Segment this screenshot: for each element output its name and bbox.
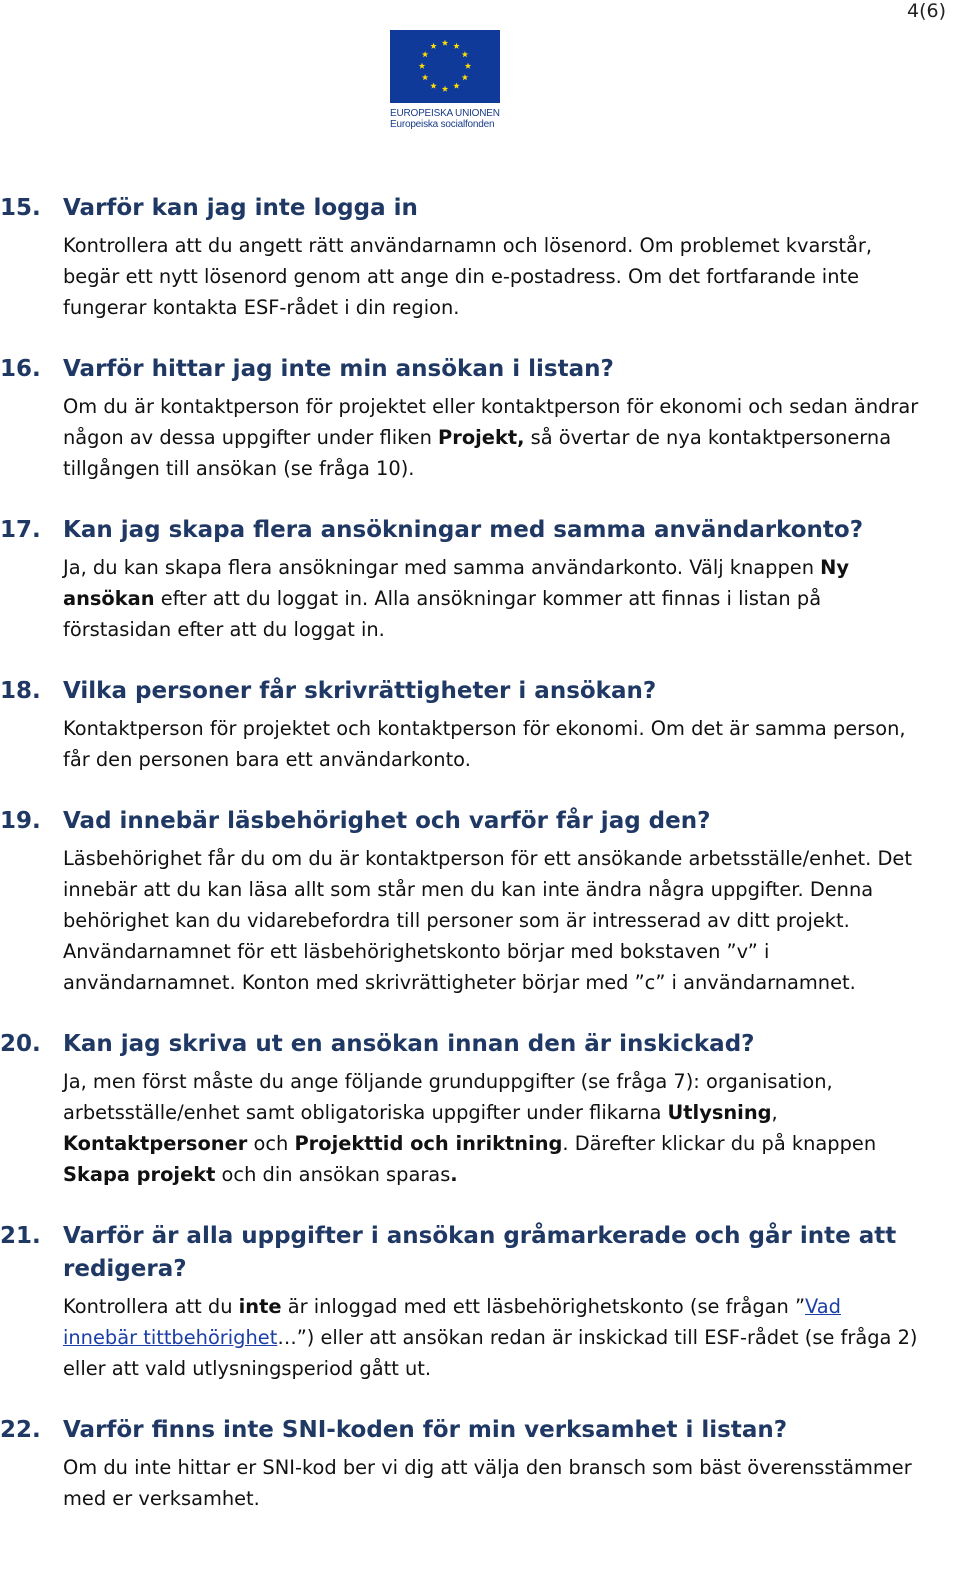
emphasis-text: Kontaktpersoner (63, 1132, 248, 1155)
answer-segment: …”) eller att ansökan redan är inskickad till ESF-rådet (se fråga 2) eller att vald utlysningsperiod gått ut. (63, 1326, 918, 1380)
question-title: Vad innebär läsbehörighet och varför får jag den? (63, 808, 711, 834)
answer-text (63, 1452, 920, 1514)
question-title: Kan jag skapa flera ansökningar med samma användarkonto? (63, 517, 864, 543)
question-number: 16. (0, 356, 41, 382)
faq-question (0, 1028, 920, 1190)
question-title: Varför är alla uppgifter i ansökan gråmarkerade och går inte att redigera? (63, 1223, 897, 1282)
answer-text (63, 1291, 920, 1384)
faq-question (0, 192, 920, 323)
question-number: 18. (0, 678, 41, 704)
question-heading (0, 805, 920, 838)
faq-question (0, 353, 920, 484)
answer-segment: , (771, 1101, 778, 1124)
question-heading (0, 1220, 920, 1286)
question-heading (0, 1414, 920, 1447)
logo-text-fund: Europeiska socialfonden (390, 119, 495, 130)
faq-question (0, 514, 920, 645)
emphasis-text: Skapa projekt (63, 1163, 216, 1186)
answer-segment: Kontrollera att du angett rätt användarnamn och lösenord. Om problemet kvarstår, begär ett nytt lösenord genom att ange din e-postadress. Om det fortfarande inte fungerar kontakta ESF-rådet i din region. (63, 234, 873, 319)
faq-question (0, 1414, 920, 1514)
answer-segment: efter att du loggat in. Alla ansökningar kommer att finnas i listan på förstasidan efter att du loggat in. (63, 587, 822, 641)
logo-text-union: EUROPEISKA UNIONEN (390, 108, 500, 119)
answer-text (63, 1066, 920, 1190)
question-number: 15. (0, 195, 41, 221)
emphasis-text: Projekttid och inriktning (294, 1132, 563, 1155)
question-heading (0, 675, 920, 708)
answer-segment: så övertar de nya kontaktpersonerna tillgången till ansökan (se fråga 10). (63, 426, 892, 480)
faq-question (0, 805, 920, 998)
page-number: 4(6) (906, 0, 946, 22)
answer-segment: Kontaktperson för projektet och kontaktperson för ekonomi. Om det är samma person, får den personen bara ett användarkonto. (63, 717, 906, 771)
question-number: 22. (0, 1417, 41, 1443)
answer-segment: och (247, 1132, 295, 1155)
faq-question (0, 1220, 920, 1384)
answer-segment: Ja, men först måste du ange följande grunduppgifter (se fråga 7): organisation, arbetsställe/enhet samt obligatoriska uppgifter under flikarna (63, 1070, 833, 1124)
answer-text (63, 843, 920, 998)
faq-question (0, 675, 920, 775)
answer-text (63, 713, 920, 775)
question-title: Kan jag skriva ut en ansökan innan den är inskickad? (63, 1031, 755, 1057)
question-number: 17. (0, 517, 41, 543)
emphasis-text: Ny ansökan (63, 556, 850, 610)
question-title: Varför hittar jag inte min ansökan i listan? (63, 356, 614, 382)
question-number: 20. (0, 1031, 41, 1057)
question-heading (0, 353, 920, 386)
question-heading (0, 192, 920, 225)
eu-flag-icon (390, 30, 500, 103)
answer-segment: och din ansökan sparas (215, 1163, 451, 1186)
answer-segment: Ja, du kan skapa flera ansökningar med samma användarkonto. Välj knappen (63, 556, 821, 579)
emphasis-text: Projekt, (438, 426, 525, 449)
emphasis-text: Utlysning (667, 1101, 772, 1124)
question-number: 21. (0, 1223, 41, 1249)
answer-segment: Om du är kontaktperson för projektet eller kontaktperson för ekonomi och sedan ändrar någon av dessa uppgifter under fliken (63, 395, 919, 449)
question-title: Varför finns inte SNI-koden för min verksamhet i listan? (63, 1417, 788, 1443)
answer-segment: . Därefter klickar du på knappen (562, 1132, 877, 1155)
eu-logo (390, 30, 502, 130)
answer-text (63, 552, 920, 645)
emphasis-text: . (450, 1163, 458, 1186)
answer-segment: Kontrollera att du (63, 1295, 239, 1318)
emphasis-text: inte (238, 1295, 282, 1318)
answer-segment: Om du inte hittar er SNI-kod ber vi dig att välja den bransch som bäst överensstämmer med er verksamhet. (63, 1456, 912, 1510)
question-title: Vilka personer får skrivrättigheter i ansökan? (63, 678, 657, 704)
question-title: Varför kan jag inte logga in (63, 195, 418, 221)
answer-text (63, 230, 920, 323)
question-heading (0, 1028, 920, 1061)
answer-segment: är inloggad med ett läsbehörighetskonto (se frågan ” (281, 1295, 806, 1318)
question-heading (0, 514, 920, 547)
answer-text (63, 391, 920, 484)
answer-segment: Läsbehörighet får du om du är kontaktperson för ett ansökande arbetsställe/enhet. Det innebär att du kan läsa allt som står men du kan inte ändra några uppgifter. Denna behörighet kan du vidarebefordra till personer som är intresserad av ditt projekt. Användarnamnet för ett läsbehörighetskonto börjar med bokstaven ”v” i användarnamnet. Konton med skrivrättigheter börjar med ”c” i användarnamnet. (63, 847, 912, 994)
question-link[interactable]: Vad innebär tittbehörighet (63, 1295, 841, 1349)
question-number: 19. (0, 808, 41, 834)
faq-list (0, 192, 920, 1544)
